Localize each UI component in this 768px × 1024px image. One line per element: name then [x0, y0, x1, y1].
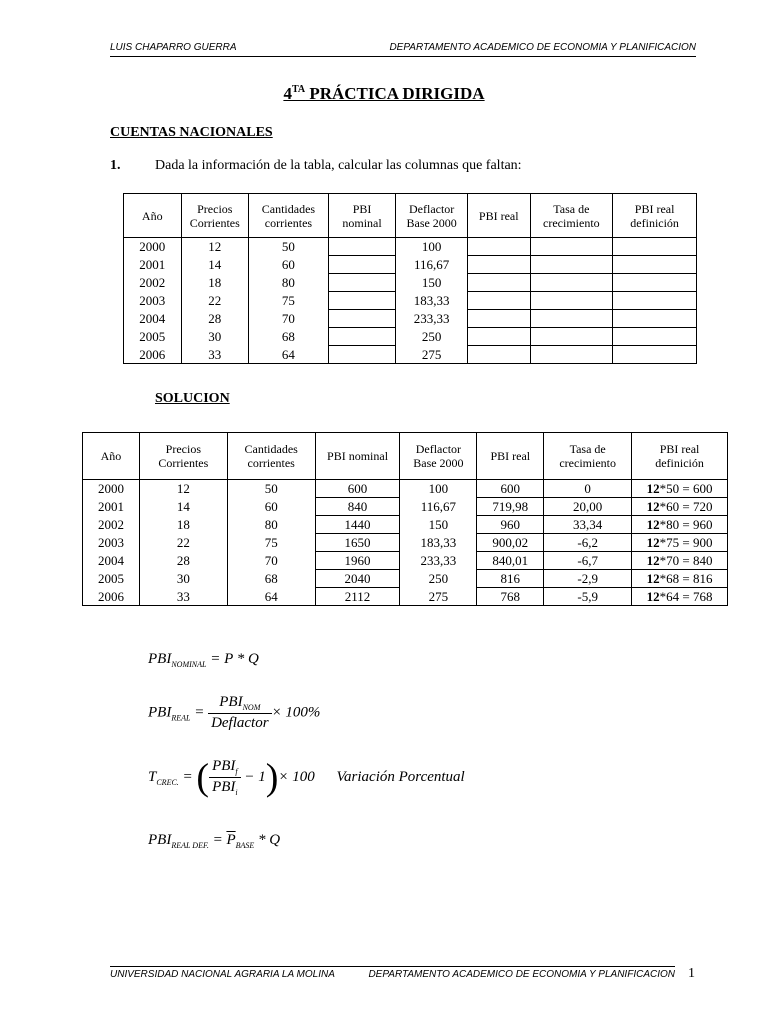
table-cell: -6,2 — [544, 534, 632, 552]
table-cell: 1650 — [315, 534, 400, 552]
table-header-cell: Deflactor Base 2000 — [396, 194, 468, 238]
page-footer — [110, 966, 675, 983]
table-cell: 12*60 = 720 — [632, 498, 728, 516]
table-cell: 2006 — [83, 588, 140, 606]
table-cell: 233,33 — [400, 552, 477, 570]
table-cell: 22 — [181, 292, 249, 310]
footer-university: UNIVERSIDAD NACIONAL AGRARIA LA MOLINA — [110, 969, 335, 980]
table-cell: 840,01 — [477, 552, 544, 570]
table-cell: 75 — [227, 534, 315, 552]
table-cell: 12 — [181, 238, 249, 256]
table-cell: 116,67 — [396, 256, 468, 274]
table-header-cell: Cantidades corrientes — [249, 194, 329, 238]
table-cell — [328, 328, 396, 346]
table-cell: 12*80 = 960 — [632, 516, 728, 534]
table-cell: 18 — [139, 516, 227, 534]
table-header-cell: Tasa de crecimiento — [544, 433, 632, 480]
formula-note: Variación Porcentual — [336, 768, 465, 785]
table-cell: 60 — [249, 256, 329, 274]
table-cell: 50 — [249, 238, 329, 256]
table-row — [124, 256, 697, 274]
table-row — [124, 328, 697, 346]
table-cell: 183,33 — [400, 534, 477, 552]
table-header-cell: PBI nominal — [315, 433, 400, 480]
header-department: DEPARTAMENTO ACADEMICO DE ECONOMIA Y PLANIFICACION — [389, 42, 696, 53]
table-cell — [467, 274, 530, 292]
table-header-cell: Deflactor Base 2000 — [400, 433, 477, 480]
table-cell: 0 — [544, 480, 632, 498]
table-header-cell: Precios Corrientes — [181, 194, 249, 238]
table-cell: 2001 — [124, 256, 182, 274]
table-header-cell: PBI real — [477, 433, 544, 480]
table-cell — [530, 238, 613, 256]
table-header-cell: Año — [83, 433, 140, 480]
footer-department: DEPARTAMENTO ACADEMICO DE ECONOMIA Y PLANIFICACION — [368, 969, 675, 980]
table-cell: 233,33 — [396, 310, 468, 328]
table-cell: 68 — [249, 328, 329, 346]
table-cell: 2003 — [124, 292, 182, 310]
table-cell: 2003 — [83, 534, 140, 552]
table-cell — [467, 256, 530, 274]
table-cell: 900,02 — [477, 534, 544, 552]
table-header-cell: Tasa de crecimiento — [530, 194, 613, 238]
table-cell: 2005 — [124, 328, 182, 346]
table-row — [124, 292, 697, 310]
table-cell: 2005 — [83, 570, 140, 588]
table-cell: 2002 — [83, 516, 140, 534]
table-cell: 2000 — [83, 480, 140, 498]
table-cell — [613, 328, 697, 346]
title-text: PRÁCTICA DIRIGIDA — [305, 84, 485, 103]
table-cell: 183,33 — [396, 292, 468, 310]
exercise-table — [123, 193, 697, 364]
table-cell: 2006 — [124, 346, 182, 364]
table-header-cell: PBI nominal — [328, 194, 396, 238]
table-cell: 30 — [181, 328, 249, 346]
table-cell: 20,00 — [544, 498, 632, 516]
table-cell: 12*68 = 816 — [632, 570, 728, 588]
solution-table — [82, 432, 728, 606]
table-cell: 12*70 = 840 — [632, 552, 728, 570]
table-row — [83, 498, 728, 516]
table-cell: 768 — [477, 588, 544, 606]
table-cell: 14 — [181, 256, 249, 274]
table-cell: 64 — [227, 588, 315, 606]
table-header-cell: Precios Corrientes — [139, 433, 227, 480]
table-cell — [328, 274, 396, 292]
table-cell — [530, 256, 613, 274]
table-cell — [530, 346, 613, 364]
table-header-cell: PBI real definición — [632, 433, 728, 480]
table-cell: 12 — [139, 480, 227, 498]
table-cell: 70 — [227, 552, 315, 570]
table-cell: 2000 — [124, 238, 182, 256]
table-header-cell: Año — [124, 194, 182, 238]
table-cell: 250 — [396, 328, 468, 346]
table-cell — [530, 292, 613, 310]
table-cell: 2004 — [124, 310, 182, 328]
header-author: LUIS CHAPARRO GUERRA — [110, 42, 237, 53]
table-cell: 275 — [400, 588, 477, 606]
table-cell: 60 — [227, 498, 315, 516]
table-cell: 960 — [477, 516, 544, 534]
table-cell — [613, 256, 697, 274]
formula-real-gdp-definition: $PBI_{REAL DEF.} = \overline{P}_{BASE} * Q$ — [148, 832, 281, 850]
page-header — [110, 42, 696, 57]
formula-nominal-gdp: $PBI_{NOMINAL} = P * Q$ — [148, 651, 259, 669]
table-row — [124, 274, 697, 292]
solution-heading: SOLUCION — [155, 391, 230, 406]
table-cell: -2,9 — [544, 570, 632, 588]
table-cell — [328, 256, 396, 274]
table-cell: 12*75 = 900 — [632, 534, 728, 552]
table-header-cell: Cantidades corrientes — [227, 433, 315, 480]
table-cell — [613, 238, 697, 256]
formula-real-gdp: $PBI_{REAL}$ = $\frac{PBI_{NOM}}{\text{Deflactor}}$ × 100% — [148, 694, 321, 731]
table-cell: 150 — [396, 274, 468, 292]
table-cell: 33 — [139, 588, 227, 606]
table-cell: 1440 — [315, 516, 400, 534]
question-number: 1. — [110, 158, 121, 173]
table-cell: 1960 — [315, 552, 400, 570]
table-cell — [530, 310, 613, 328]
title-superscript: TA — [291, 84, 306, 95]
table-cell: 275 — [396, 346, 468, 364]
table-cell — [613, 292, 697, 310]
table-cell: 75 — [249, 292, 329, 310]
table-row — [83, 552, 728, 570]
table-cell — [530, 328, 613, 346]
table-cell: 64 — [249, 346, 329, 364]
table-row — [124, 310, 697, 328]
table-cell — [328, 292, 396, 310]
table-cell: 28 — [181, 310, 249, 328]
table-row — [83, 588, 728, 606]
table-cell — [613, 310, 697, 328]
table-cell: 12*64 = 768 — [632, 588, 728, 606]
table-cell: 150 — [400, 516, 477, 534]
table-cell: 116,67 — [400, 498, 477, 516]
table-header-cell: PBI real — [467, 194, 530, 238]
table-cell: 600 — [315, 480, 400, 498]
table-cell: 30 — [139, 570, 227, 588]
table-cell: 12*50 = 600 — [632, 480, 728, 498]
table-row — [124, 346, 697, 364]
table-cell: 2112 — [315, 588, 400, 606]
table-cell: 33,34 — [544, 516, 632, 534]
table-cell: 18 — [181, 274, 249, 292]
table-cell — [613, 346, 697, 364]
table-cell: 80 — [227, 516, 315, 534]
table-row — [124, 238, 697, 256]
table-cell — [467, 310, 530, 328]
table-cell: 68 — [227, 570, 315, 588]
table-cell: 840 — [315, 498, 400, 516]
table-cell — [467, 238, 530, 256]
table-cell: 22 — [139, 534, 227, 552]
table-cell — [467, 292, 530, 310]
table-cell — [328, 238, 396, 256]
section-heading: CUENTAS NACIONALES — [110, 125, 273, 140]
table-row — [83, 516, 728, 534]
table-row — [83, 480, 728, 498]
page-number: 1 — [688, 966, 695, 981]
table-cell — [328, 310, 396, 328]
table-cell — [467, 346, 530, 364]
table-cell — [613, 274, 697, 292]
table-cell: 816 — [477, 570, 544, 588]
table-row — [83, 570, 728, 588]
table-cell: 14 — [139, 498, 227, 516]
table-cell: 2040 — [315, 570, 400, 588]
table-cell: 2002 — [124, 274, 182, 292]
formula-growth-rate: $T_{CREC.}$ = ( $\frac{PBI_f}{PBI_i}$ − 1)× 100 Variación Porcentual — [148, 756, 465, 799]
table-row — [83, 534, 728, 552]
table-cell: 100 — [400, 480, 477, 498]
table-cell: -5,9 — [544, 588, 632, 606]
question-text: Dada la información de la tabla, calcular las columnas que faltan: — [155, 158, 522, 173]
table-cell — [467, 328, 530, 346]
table-cell: 70 — [249, 310, 329, 328]
table-cell: 2004 — [83, 552, 140, 570]
table-cell — [530, 274, 613, 292]
table-cell: 33 — [181, 346, 249, 364]
table-cell: 2001 — [83, 498, 140, 516]
table-cell: 600 — [477, 480, 544, 498]
table-cell: -6,7 — [544, 552, 632, 570]
table-cell — [328, 346, 396, 364]
table-cell: 250 — [400, 570, 477, 588]
title-number: 4 — [283, 84, 292, 103]
table-cell: 100 — [396, 238, 468, 256]
table-cell: 80 — [249, 274, 329, 292]
table-cell: 50 — [227, 480, 315, 498]
table-cell: 719,98 — [477, 498, 544, 516]
page-title — [0, 84, 768, 104]
table-header-cell: PBI real definición — [613, 194, 697, 238]
table-cell: 28 — [139, 552, 227, 570]
